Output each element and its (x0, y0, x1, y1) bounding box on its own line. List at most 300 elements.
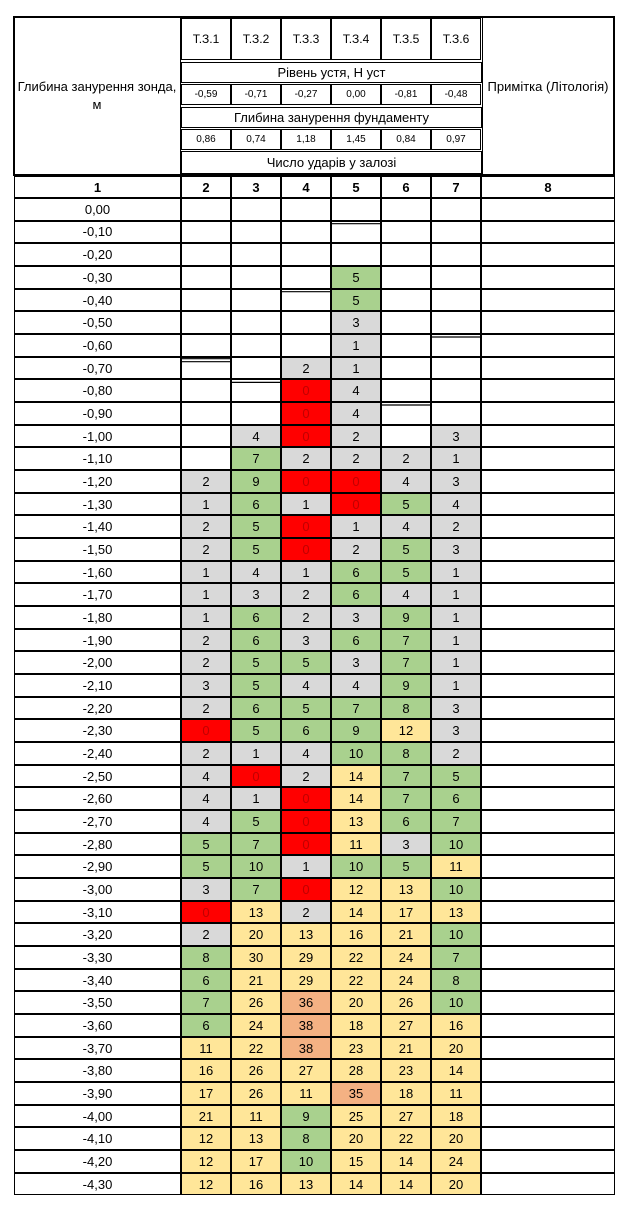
note-cell (481, 855, 615, 878)
blow-count-cell: 9 (381, 606, 431, 629)
blow-count-cell: 1 (431, 629, 481, 652)
depth-cell: -1,70 (14, 583, 181, 606)
blow-count-cell: 3 (331, 311, 381, 334)
blows-count-label: Число ударів у залозі (181, 151, 482, 174)
blow-count-cell: 3 (231, 583, 281, 606)
note-cell (481, 470, 615, 493)
column-number: 1 (14, 176, 181, 198)
note-cell (481, 991, 615, 1014)
blow-count-cell (381, 357, 431, 380)
depth-cell: -3,50 (14, 991, 181, 1014)
blow-count-cell: 6 (331, 561, 381, 584)
blow-count-cell: 29 (281, 946, 331, 969)
blow-count-cell: 1 (431, 583, 481, 606)
blow-count-cell (431, 379, 481, 402)
blow-count-cell (381, 243, 431, 266)
blow-count-cell (231, 266, 281, 289)
blow-count-cell: 0 (281, 787, 331, 810)
blow-count-cell: 0 (281, 810, 331, 833)
depth-cell: -2,20 (14, 697, 181, 720)
blow-count-cell: 4 (231, 425, 281, 448)
blow-count-cell: 11 (431, 1082, 481, 1105)
blow-count-cell: 4 (231, 561, 281, 584)
note-cell (481, 266, 615, 289)
depth-cell: -3,10 (14, 901, 181, 924)
blow-count-cell: 21 (181, 1105, 231, 1128)
blow-count-cell: 13 (231, 1127, 281, 1150)
blow-count-cell (381, 379, 431, 402)
column-number: 2 (181, 176, 231, 198)
blow-count-cell: 12 (381, 719, 431, 742)
blow-count-cell: 12 (181, 1150, 231, 1173)
blow-count-cell: 5 (231, 651, 281, 674)
blow-count-cell (231, 379, 281, 402)
blow-count-cell: 0 (281, 379, 331, 402)
blow-count-cell: 2 (281, 765, 331, 788)
blow-count-cell: 3 (431, 697, 481, 720)
blow-count-cell: 26 (231, 1082, 281, 1105)
note-cell (481, 1173, 615, 1196)
note-column-title: Примітка (Літологія) (487, 79, 609, 94)
blow-count-cell: 11 (431, 855, 481, 878)
blow-count-cell: 2 (281, 447, 331, 470)
blow-count-cell: 1 (331, 334, 381, 357)
depth-cell: -3,90 (14, 1082, 181, 1105)
depth-cell: -3,70 (14, 1037, 181, 1060)
blow-count-cell: 6 (331, 629, 381, 652)
blow-count-cell: 5 (381, 561, 431, 584)
blow-count-cell: 6 (231, 606, 281, 629)
blow-count-cell: 2 (281, 357, 331, 380)
note-cell (481, 334, 615, 357)
note-cell (481, 1105, 615, 1128)
note-cell (481, 221, 615, 244)
blow-count-cell: 20 (431, 1037, 481, 1060)
blow-count-cell (381, 221, 431, 244)
blow-count-cell (231, 334, 281, 357)
blow-count-cell: 1 (181, 606, 231, 629)
blow-count-cell: 2 (181, 742, 231, 765)
blow-count-cell: 3 (331, 606, 381, 629)
note-cell (481, 719, 615, 742)
note-cell (481, 923, 615, 946)
depth-cell: -2,90 (14, 855, 181, 878)
blow-count-cell: 7 (381, 629, 431, 652)
blow-count-cell: 0 (281, 402, 331, 425)
blow-count-cell: 1 (181, 583, 231, 606)
blow-count-cell: 4 (381, 470, 431, 493)
note-cell (481, 425, 615, 448)
blow-count-cell: 22 (331, 969, 381, 992)
blow-count-cell: 1 (431, 447, 481, 470)
note-cell (481, 833, 615, 856)
mouth-level-value: -0,71 (231, 84, 281, 105)
depth-cell: -1,00 (14, 425, 181, 448)
depth-cell: -1,20 (14, 470, 181, 493)
blow-count-cell: 5 (381, 493, 431, 516)
note-cell (481, 765, 615, 788)
blow-count-cell: 4 (331, 379, 381, 402)
blow-count-cell: 14 (331, 1173, 381, 1196)
blow-count-cell: 12 (181, 1127, 231, 1150)
blow-count-cell: 8 (381, 697, 431, 720)
blow-count-cell: 38 (281, 1037, 331, 1060)
blow-count-cell: 20 (431, 1173, 481, 1196)
blow-count-cell: 1 (181, 493, 231, 516)
blow-count-cell: 1 (181, 561, 231, 584)
blow-count-cell: 3 (431, 719, 481, 742)
column-number: 5 (331, 176, 381, 198)
blow-count-cell (431, 402, 481, 425)
blow-count-cell (281, 243, 331, 266)
blow-count-cell: 11 (331, 833, 381, 856)
point-name-cell: Т.З.2 (231, 18, 281, 60)
mouth-level-label: Рівень устя, Н уст (181, 62, 482, 83)
blow-count-cell: 12 (181, 1173, 231, 1196)
depth-cell: -0,20 (14, 243, 181, 266)
blow-count-cell (231, 198, 281, 221)
blow-count-cell: 6 (181, 969, 231, 992)
blow-count-cell: 27 (381, 1014, 431, 1037)
depth-cell: -0,40 (14, 289, 181, 312)
blow-count-cell: 4 (181, 765, 231, 788)
note-cell (481, 538, 615, 561)
blow-count-cell: 1 (431, 606, 481, 629)
blow-count-cell (231, 243, 281, 266)
blow-count-cell: 0 (281, 878, 331, 901)
blow-count-cell: 5 (231, 674, 281, 697)
blow-count-cell: 17 (231, 1150, 281, 1173)
blow-count-cell: 6 (331, 583, 381, 606)
depth-cell: -2,30 (14, 719, 181, 742)
blow-count-cell (181, 266, 231, 289)
blow-count-cell: 6 (281, 719, 331, 742)
blow-count-cell: 27 (281, 1059, 331, 1082)
blow-count-cell: 2 (431, 515, 481, 538)
blow-count-cell: 2 (381, 447, 431, 470)
point-name-cell: Т.З.3 (281, 18, 331, 60)
blow-count-cell: 30 (231, 946, 281, 969)
blow-count-cell: 7 (381, 787, 431, 810)
blow-count-cell: 13 (281, 1173, 331, 1196)
depth-cell: -1,30 (14, 493, 181, 516)
blow-count-cell (281, 221, 331, 244)
blow-count-cell: 13 (331, 810, 381, 833)
depth-cell: -1,90 (14, 629, 181, 652)
blow-count-cell: 7 (231, 447, 281, 470)
blow-count-cell: 1 (281, 493, 331, 516)
depth-cell: -0,30 (14, 266, 181, 289)
depth-cell: -3,20 (14, 923, 181, 946)
note-cell (481, 493, 615, 516)
blow-count-cell (381, 266, 431, 289)
depth-cell: -3,40 (14, 969, 181, 992)
blow-count-cell: 5 (381, 538, 431, 561)
blow-count-cell (331, 243, 381, 266)
blow-count-cell: 9 (331, 719, 381, 742)
blow-count-cell: 9 (281, 1105, 331, 1128)
blow-count-cell (431, 198, 481, 221)
blow-count-cell: 4 (331, 674, 381, 697)
blow-count-cell: 2 (331, 425, 381, 448)
depth-cell: 0,00 (14, 198, 181, 221)
depth-cell: -0,90 (14, 402, 181, 425)
blow-count-cell: 4 (381, 515, 431, 538)
blow-count-cell: 29 (281, 969, 331, 992)
note-cell (481, 810, 615, 833)
depth-cell: -1,80 (14, 606, 181, 629)
blow-count-cell: 10 (431, 923, 481, 946)
blow-count-cell: 2 (181, 538, 231, 561)
blow-count-cell (181, 425, 231, 448)
depth-cell: -2,00 (14, 651, 181, 674)
blow-count-cell: 6 (181, 1014, 231, 1037)
depth-cell: -0,50 (14, 311, 181, 334)
blow-count-cell: 24 (231, 1014, 281, 1037)
blow-count-cell: 13 (431, 901, 481, 924)
blow-count-cell: 2 (331, 447, 381, 470)
blow-count-cell: 12 (331, 878, 381, 901)
blow-count-cell (281, 266, 331, 289)
blow-count-cell: 5 (281, 697, 331, 720)
blow-count-cell: 20 (231, 923, 281, 946)
blow-count-cell: 5 (231, 538, 281, 561)
blow-count-cell: 5 (281, 651, 331, 674)
blow-count-cell: 6 (231, 493, 281, 516)
blow-count-cell: 7 (331, 697, 381, 720)
note-cell (481, 1014, 615, 1037)
blow-count-cell: 14 (381, 1173, 431, 1196)
depth-cell: -4,00 (14, 1105, 181, 1128)
blow-count-cell: 3 (431, 425, 481, 448)
column-number: 7 (431, 176, 481, 198)
mouth-level-value: -0,81 (381, 84, 431, 105)
blow-count-cell (181, 447, 231, 470)
blow-count-cell: 5 (431, 765, 481, 788)
blow-count-cell: 3 (181, 878, 231, 901)
depth-cell: -4,30 (14, 1173, 181, 1196)
blow-count-cell: 10 (331, 855, 381, 878)
depth-cell: -3,60 (14, 1014, 181, 1037)
note-cell (481, 357, 615, 380)
blow-count-cell: 4 (281, 742, 331, 765)
blow-count-cell: 4 (181, 787, 231, 810)
blow-count-cell (231, 402, 281, 425)
mouth-level-value: -0,27 (281, 84, 331, 105)
blow-count-cell: 8 (431, 969, 481, 992)
blow-count-cell: 11 (281, 1082, 331, 1105)
blow-count-cell (381, 402, 431, 425)
blow-count-cell (281, 198, 331, 221)
blow-count-cell: 21 (231, 969, 281, 992)
depth-cell: -1,50 (14, 538, 181, 561)
note-cell (481, 379, 615, 402)
note-cell (481, 606, 615, 629)
blow-count-cell: 1 (231, 787, 281, 810)
blow-count-cell (431, 221, 481, 244)
blow-count-cell: 4 (181, 810, 231, 833)
blow-count-cell: 1 (431, 674, 481, 697)
blow-count-cell: 3 (431, 538, 481, 561)
blow-count-cell: 22 (331, 946, 381, 969)
note-cell (481, 515, 615, 538)
blow-count-cell: 10 (281, 1150, 331, 1173)
blow-count-cell: 7 (231, 878, 281, 901)
column-number: 6 (381, 176, 431, 198)
note-cell (481, 901, 615, 924)
blow-count-cell (181, 221, 231, 244)
blow-count-cell: 2 (281, 583, 331, 606)
blow-count-cell: 2 (281, 606, 331, 629)
blow-count-cell: 5 (331, 289, 381, 312)
depth-cell: -0,60 (14, 334, 181, 357)
note-cell (481, 583, 615, 606)
depth-cell: -2,10 (14, 674, 181, 697)
blow-count-cell: 13 (231, 901, 281, 924)
note-cell (481, 969, 615, 992)
blow-count-cell: 16 (231, 1173, 281, 1196)
mouth-level-value: -0,48 (431, 84, 481, 105)
blow-count-cell: 14 (381, 1150, 431, 1173)
blow-count-cell: 4 (431, 493, 481, 516)
blow-count-cell (431, 243, 481, 266)
note-cell (481, 1082, 615, 1105)
blow-count-cell: 4 (381, 583, 431, 606)
note-cell (481, 1127, 615, 1150)
blow-count-cell: 2 (181, 515, 231, 538)
blow-count-cell: 27 (381, 1105, 431, 1128)
blow-count-cell (231, 357, 281, 380)
blow-count-cell: 5 (181, 833, 231, 856)
blow-count-cell (181, 379, 231, 402)
blow-count-cell: 20 (331, 1127, 381, 1150)
blow-count-cell: 5 (231, 515, 281, 538)
blow-count-cell: 26 (381, 991, 431, 1014)
point-name-cell: Т.З.5 (381, 18, 431, 60)
blow-count-cell: 18 (381, 1082, 431, 1105)
blow-count-cell: 10 (231, 855, 281, 878)
blow-count-cell (181, 334, 231, 357)
depth-cell: -0,70 (14, 357, 181, 380)
blow-count-cell: 6 (381, 810, 431, 833)
blow-count-cell (431, 357, 481, 380)
blow-count-cell: 14 (331, 787, 381, 810)
blow-count-cell: 1 (231, 742, 281, 765)
blow-count-cell: 2 (181, 651, 231, 674)
mouth-level-value: 0,00 (331, 84, 381, 105)
blow-count-cell (431, 334, 481, 357)
blow-count-cell: 6 (231, 697, 281, 720)
note-cell (481, 561, 615, 584)
blow-count-cell: 22 (231, 1037, 281, 1060)
blow-count-cell: 22 (381, 1127, 431, 1150)
blow-count-cell: 24 (381, 969, 431, 992)
blow-count-cell: 20 (331, 991, 381, 1014)
blow-count-cell: 2 (281, 901, 331, 924)
blow-count-cell (381, 198, 431, 221)
depth-cell: -2,60 (14, 787, 181, 810)
blow-count-cell: 11 (181, 1037, 231, 1060)
blow-count-cell: 8 (181, 946, 231, 969)
blow-count-cell: 20 (431, 1127, 481, 1150)
blow-count-cell: 10 (431, 878, 481, 901)
blow-count-cell: 28 (331, 1059, 381, 1082)
header-divider-right (482, 16, 483, 176)
blow-count-cell (281, 334, 331, 357)
note-cell (481, 1037, 615, 1060)
note-cell (481, 447, 615, 470)
blow-count-cell: 0 (331, 493, 381, 516)
note-cell (481, 629, 615, 652)
depth-cell: -3,80 (14, 1059, 181, 1082)
blow-count-cell: 1 (431, 651, 481, 674)
blow-count-cell: 23 (331, 1037, 381, 1060)
blow-count-cell (281, 289, 331, 312)
blow-count-cell (381, 311, 431, 334)
blow-count-cell: 3 (381, 833, 431, 856)
blow-count-cell: 4 (331, 402, 381, 425)
blow-count-cell: 24 (431, 1150, 481, 1173)
note-cell (481, 787, 615, 810)
blow-count-cell (181, 289, 231, 312)
blow-count-cell: 2 (181, 470, 231, 493)
blow-count-cell: 3 (281, 629, 331, 652)
blow-count-cell: 10 (431, 991, 481, 1014)
depth-cell: -3,30 (14, 946, 181, 969)
blow-count-cell: 26 (231, 1059, 281, 1082)
blow-count-cell (331, 221, 381, 244)
blow-count-cell: 5 (381, 855, 431, 878)
note-cell (481, 946, 615, 969)
blow-count-cell: 5 (231, 719, 281, 742)
blow-count-cell (331, 198, 381, 221)
blow-count-cell: 14 (331, 765, 381, 788)
depth-cell: -2,50 (14, 765, 181, 788)
blow-count-cell: 5 (231, 810, 281, 833)
blow-count-cell: 5 (181, 855, 231, 878)
depth-cell: -0,10 (14, 221, 181, 244)
blow-count-cell: 0 (231, 765, 281, 788)
blow-count-cell (431, 289, 481, 312)
blow-count-cell (381, 425, 431, 448)
blow-count-cell: 36 (281, 991, 331, 1014)
blow-count-cell: 1 (281, 855, 331, 878)
mouth-level-value: -0,59 (181, 84, 231, 105)
blow-count-cell: 1 (431, 561, 481, 584)
blow-count-cell: 9 (231, 470, 281, 493)
blow-count-cell: 18 (431, 1105, 481, 1128)
blow-count-cell: 15 (331, 1150, 381, 1173)
blow-count-cell: 1 (281, 561, 331, 584)
blow-count-cell: 5 (331, 266, 381, 289)
blow-count-cell: 35 (331, 1082, 381, 1105)
column-number: 8 (481, 176, 615, 198)
note-cell (481, 243, 615, 266)
blow-count-cell: 0 (181, 719, 231, 742)
blow-count-cell (431, 311, 481, 334)
depth-cell: -1,10 (14, 447, 181, 470)
blow-count-cell: 2 (181, 923, 231, 946)
depth-cell: -1,60 (14, 561, 181, 584)
blow-count-cell (381, 334, 431, 357)
foundation-depth-value: 1,18 (281, 129, 331, 150)
blow-count-cell: 7 (381, 651, 431, 674)
blow-count-cell: 21 (381, 923, 431, 946)
blow-count-cell (431, 266, 481, 289)
blow-count-cell: 13 (381, 878, 431, 901)
blow-count-cell: 7 (381, 765, 431, 788)
note-cell (481, 742, 615, 765)
